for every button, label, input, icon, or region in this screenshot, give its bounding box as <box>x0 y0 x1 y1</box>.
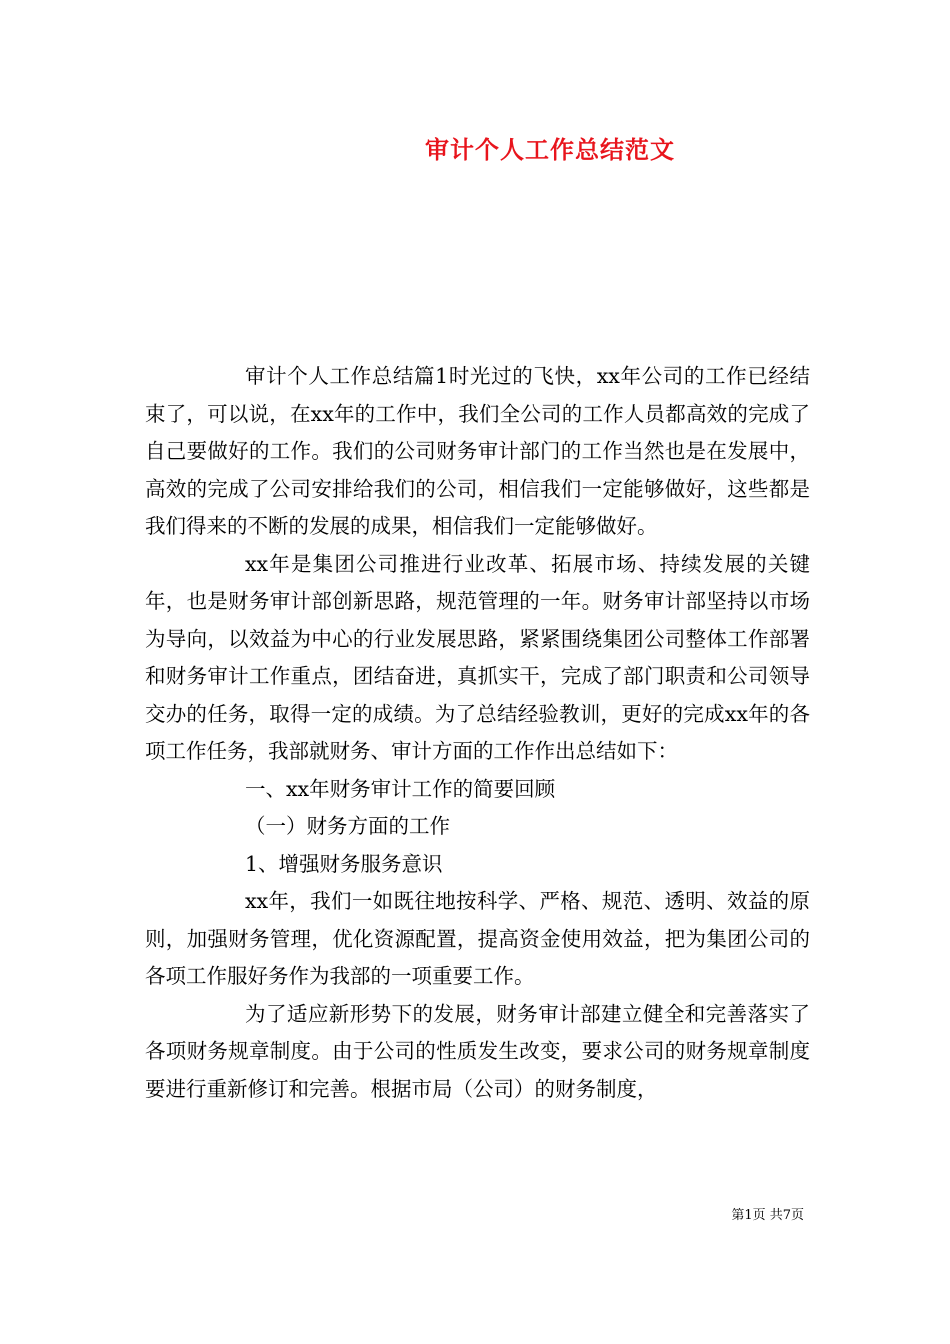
paragraph-3: xx年，我们一如既往地按科学、严格、规范、透明、效益的原则，加强财务管理，优化资源配置，提高资金使用效益，把为集团公司的各项工作服好务作为我部的一项重要工作。 <box>145 889 810 988</box>
page-number-footer: 第1页 共7页 <box>731 1208 804 1223</box>
paragraph-2: xx年是集团公司推进行业改革、拓展市场、持续发展的关键年，也是财务审计部创新思路，规范管理的一年。财务审计部坚持以市场为导向，以效益为中心的行业发展思路，紧紧围绕集团公司整体工作部署和财务审计工作重点，团结奋进，真抓实干，完成了部门职责和公司领导交办的任务，取得一定的成绩。为了总结经验教训，更好的完成xx年的各项工作任务，我部就财务、审计方面的工作作出总结如下： <box>145 551 810 763</box>
document-title: 审计个人工作总结范文 <box>425 135 675 164</box>
subsection-heading-1: （一）财务方面的工作 <box>245 814 450 838</box>
paragraph-1: 审计个人工作总结篇1时光过的飞快，xx年公司的工作已经结束了，可以说，在xx年的工作中，我们全公司的工作人员都高效的完成了自己要做好的工作。我们的公司财务审计部门的工作当然也是在发展中，高效的完成了公司安排给我们的公司，相信我们一定能够做好，这些都是我们得来的不断的发展的成果，相信我们一定能够做好。 <box>145 364 810 538</box>
document-body <box>145 358 810 1108</box>
paragraph-4: 为了适应新形势下的发展，财务审计部建立健全和完善落实了各项财务规章制度。由于公司的性质发生改变，要求公司的财务规章制度要进行重新修订和完善。根据市局（公司）的财务制度， <box>145 1001 810 1101</box>
item-heading-1: 1、增强财务服务意识 <box>245 851 443 876</box>
section-heading-1: 一、xx年财务审计工作的简要回顾 <box>245 776 556 801</box>
